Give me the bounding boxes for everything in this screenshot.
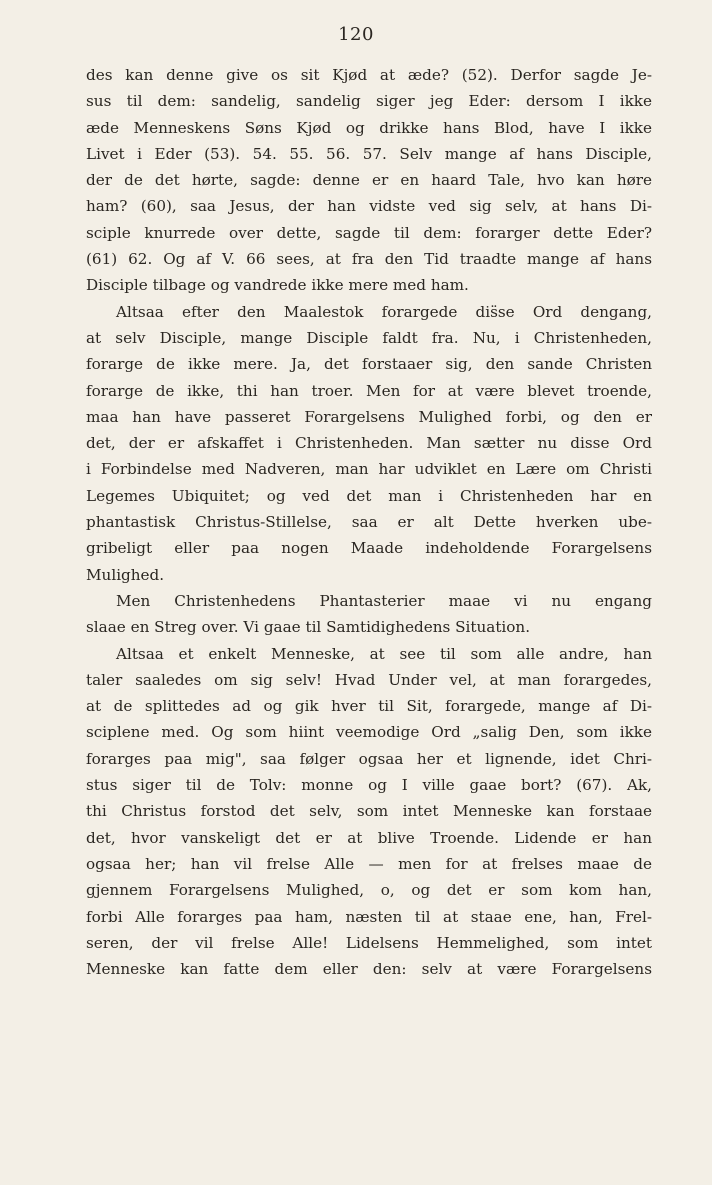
text-line: taler saaledes om sig selv! Hvad Under vel, at man forargedes, [86,670,652,689]
text-line: Altsaa efter den Maalestok forargede dis̈se Ord dengang, [116,302,652,321]
body-text [86,62,652,982]
text-line: at selv Disciple, mange Disciple faldt fra. Nu, i Christenheden, [86,328,652,347]
text-line: sus til dem: sandelig, sandelig siger jeg Eder: dersom I ikke [86,92,652,111]
text-line: sciple knurrede over dette, sagde til dem: forarger dette Eder? [86,223,652,242]
text-line: Disciple tilbage og vandrede ikke mere med ham. [86,276,469,295]
text-line: forbi Alle forarges paa ham, næsten til at staae ene, han, Frel- [86,907,652,926]
text-line: det, hvor vanskeligt det er at blive Troende. Lidende er han [86,828,652,847]
text-line: slaae en Streg over. Vi gaae til Samtidighedens Situation. [86,618,531,637]
text-line: sciplene med. Og som hiint veemodige Ord „salig Den, som ikke [86,723,652,742]
text-line: Mulighed. [86,565,165,584]
text-line: (61) 62. Og af V. 66 sees, at fra den Tid traadte mange af hans [86,250,652,269]
text-line: Altsaa et enkelt Menneske, at see til som alle andre, han [116,644,652,663]
text-line: forarge de ikke, thi han troer. Men for at være blevet troende, [86,381,652,400]
text-line: ogsaa her; han vil frelse Alle — men for at frelses maae de [86,854,652,873]
text-line: Legemes Ubiquitet; og ved det man i Christenheden har en [86,486,652,505]
text-line: forarge de ikke mere. Ja, det forstaaer sig, den sande Christen [86,355,652,374]
text-line: at de splittedes ad og gik hver til Sit, forargede, mange af Di- [86,697,652,716]
text-line: ham? (60), saa Jesus, der han vidste ved sig selv, at hans Di- [86,197,652,216]
text-line: phantastisk Christus-Stillelse, saa er alt Dette hverken ube- [86,513,652,532]
text-line: Menneske kan fatte dem eller den: selv at være Forargelsens [86,960,652,979]
text-line: stus siger til de Tolv: monne og I ville gaae bort? (67). Ak, [86,776,652,795]
text-line: thi Christus forstod det selv, som intet Menneske kan forstaae [86,802,652,821]
text-line: forarges paa mig", saa følger ogsaa her et lignende, idet Chri- [86,749,652,768]
text-line: der de det hørte, sagde: denne er en haard Tale, hvo kan høre [86,171,652,190]
text-line: seren, der vil frelse Alle! Lidelsens Hemmelighed, som intet [86,933,652,952]
page-number: 120 [338,24,374,45]
text-line: det, der er afskaffet i Christenheden. Man sætter nu disse Ord [86,434,652,453]
text-line: gjennem Forargelsens Mulighed, o, og det er som kom han, [86,881,652,900]
text-line: maa han have passeret Forargelsens Mulighed forbi, og den er [86,407,652,426]
text-line: Men Christenhedens Phantasterier maae vi nu engang [116,591,652,610]
text-line: Livet i Eder (53). 54. 55. 56. 57. Selv mange af hans Disciple, [86,144,652,163]
text-line: gribeligt eller paa nogen Maade indeholdende Forargelsens [86,539,652,558]
text-line: des kan denne give os sit Kjød at æde? (52). Derfor sagde Je- [86,66,652,84]
text-line: æde Menneskens Søns Kjød og drikke hans Blod, have I ikke [86,118,652,137]
text-line: i Forbindelse med Nadveren, man har udviklet en Lære om Christi [86,460,652,479]
